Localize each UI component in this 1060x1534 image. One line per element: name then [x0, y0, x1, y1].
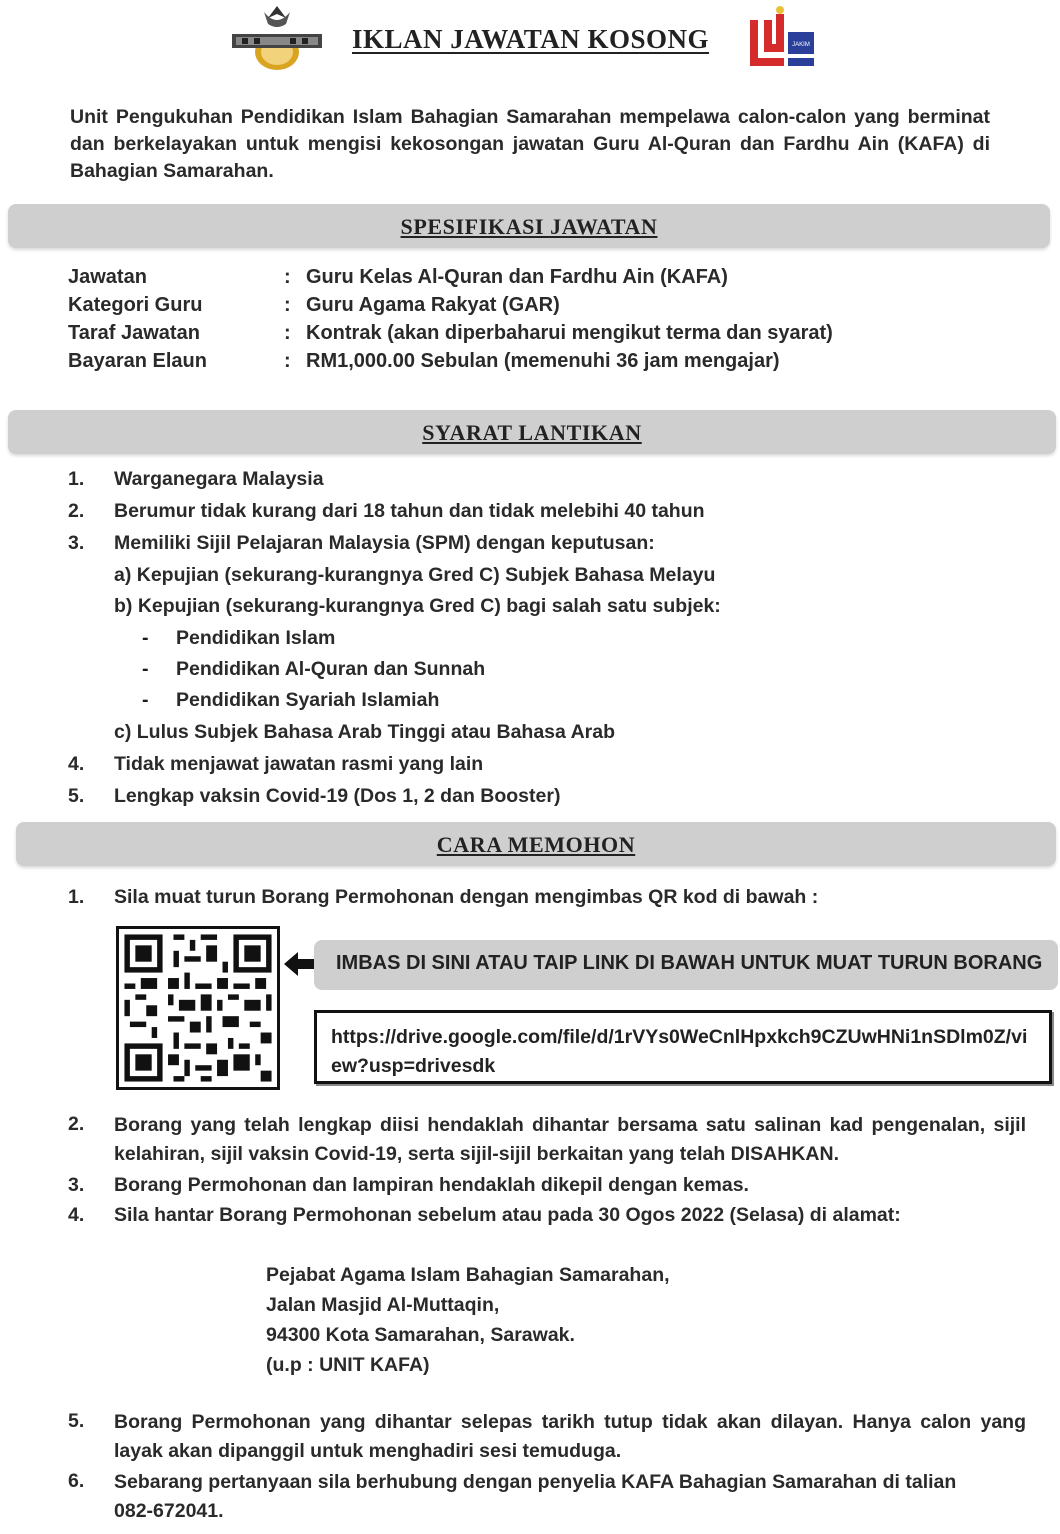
dash-bullet: - [142, 627, 149, 649]
spec-label: Jawatan [68, 266, 147, 288]
sub-item-b: b) Kepujian (sekurang-kurangnya Gred C) bagi salah satu subjek: [114, 595, 721, 617]
mailing-address [266, 1260, 670, 1380]
section-band-spesifikasi [8, 204, 1050, 248]
spec-value: RM1,000.00 Sebulan (memenuhi 36 jam mengajar) [306, 350, 780, 372]
list-text: Sila muat turun Borang Permohonan dengan mengimbas QR kod di bawah : [114, 886, 819, 908]
section-heading-cara: CARA MEMOHON [436, 832, 636, 857]
section-band-cara [16, 822, 1056, 866]
spec-colon: : [284, 294, 291, 316]
list-text: Berumur tidak kurang dari 18 tahun dan tidak melebihi 40 tahun [114, 500, 705, 522]
list-number: 4. [68, 753, 85, 775]
address-line: Pejabat Agama Islam Bahagian Samarahan, [266, 1264, 670, 1286]
spec-value: Kontrak (akan diperbaharui mengikut terma dan syarat) [306, 322, 833, 344]
spec-row [68, 294, 1008, 322]
state-crest-icon [228, 4, 326, 72]
list-number: 5. [68, 785, 85, 807]
jakim-logo-icon [746, 4, 820, 74]
download-link-box [314, 1010, 1052, 1084]
list-text: Lengkap vaksin Covid-19 (Dos 1, 2 dan Booster) [114, 785, 561, 807]
sub-item-a: a) Kepujian (sekurang-kurangnya Gred C) Subjek Bahasa Melayu [114, 564, 716, 586]
list-number: 2. [68, 500, 85, 522]
spec-row [68, 266, 1008, 294]
page-title: IKLAN JAWATAN KOSONG [352, 24, 710, 54]
list-text: Memiliki Sijil Pelajaran Malaysia (SPM) dengan keputusan: [114, 532, 655, 554]
qr-code[interactable] [116, 926, 280, 1090]
dash-bullet: - [142, 689, 149, 711]
spec-label: Kategori Guru [68, 294, 203, 316]
spec-label: Bayaran Elaun [68, 350, 207, 372]
sub-item-c: c) Lulus Subjek Bahasa Arab Tinggi atau Bahasa Arab [114, 721, 615, 743]
list-number: 6. [68, 1470, 85, 1492]
spec-row [68, 322, 1008, 350]
section-heading-syarat: SYARAT LANTIKAN [422, 420, 642, 445]
spec-value: Guru Agama Rakyat (GAR) [306, 294, 560, 316]
list-number: 3. [68, 532, 85, 554]
dash-bullet: - [142, 658, 149, 680]
scan-instruction: IMBAS DI SINI ATAU TAIP LINK DI BAWAH UNTUK MUAT TURUN BORANG [336, 952, 1043, 974]
list-text: Sebarang pertanyaan sila berhubung dengan penyelia KAFA Bahagian Samarahan di talian 082-672041. [114, 1471, 957, 1522]
section-band-syarat [8, 410, 1056, 454]
spec-colon: : [284, 350, 291, 372]
spec-colon: : [284, 266, 291, 288]
svg-text:JAKIM: JAKIM [792, 42, 810, 48]
download-link[interactable]: https://drive.google.com/file/d/1rVYs0WeCnlHpxkch9CZUwHNi1nSDlm0Z/view?usp=drivesdk [331, 1026, 1028, 1077]
list-text: Borang yang telah lengkap diisi hendaklah dihantar bersama satu salinan kad pengenalan, sijil kelahiran, sijil vaksin Covid-19, serta sijil-sijil berkaitan yang telah DISAHKAN. [114, 1114, 1026, 1165]
subject-item: Pendidikan Syariah Islamiah [176, 689, 440, 711]
section-heading-spesifikasi: SPESIFIKASI JAWATAN [400, 214, 658, 239]
list-number: 1. [68, 886, 85, 908]
list-number: 2. [68, 1113, 85, 1135]
address-line: (u.p : UNIT KAFA) [266, 1354, 430, 1376]
subject-item: Pendidikan Islam [176, 627, 336, 649]
spec-table [68, 266, 1008, 378]
list-text: Borang Permohonan dan lampiran hendaklah dikepil dengan kemas. [114, 1174, 749, 1196]
spec-row [68, 350, 1008, 378]
list-number: 3. [68, 1174, 85, 1196]
spec-label: Taraf Jawatan [68, 322, 200, 344]
address-line: Jalan Masjid Al-Muttaqin, [266, 1294, 500, 1316]
list-number: 4. [68, 1204, 85, 1226]
subject-item: Pendidikan Al-Quran dan Sunnah [176, 658, 486, 680]
list-text: Borang Permohonan yang dihantar selepas tarikh tutup tidak akan dilayan. Hanya calon yang layak akan dipanggil untuk menghadiri sesi temuduga. [114, 1411, 1026, 1462]
intro-paragraph: Unit Pengukuhan Pendidikan Islam Bahagian Samarahan mempelawa calon-calon yang berminat dan berkelayakan untuk mengisi kekosongan jawatan Guru Al-Quran dan Fardhu Ain (KAFA) di Bahagian Samarahan. [70, 106, 990, 182]
header [0, 0, 1060, 90]
list-text: Sila hantar Borang Permohonan sebelum atau pada 30 Ogos 2022 (Selasa) di alamat: [114, 1204, 901, 1226]
address-line: 94300 Kota Samarahan, Sarawak. [266, 1324, 575, 1346]
list-text: Warganegara Malaysia [114, 468, 324, 490]
qr-code-icon [119, 929, 277, 1087]
list-text: Tidak menjawat jawatan rasmi yang lain [114, 753, 484, 775]
spec-colon: : [284, 322, 291, 344]
list-number: 1. [68, 468, 85, 490]
list-number: 5. [68, 1410, 85, 1432]
spec-value: Guru Kelas Al-Quran dan Fardhu Ain (KAFA) [306, 266, 728, 288]
scan-instruction-band [314, 940, 1058, 990]
